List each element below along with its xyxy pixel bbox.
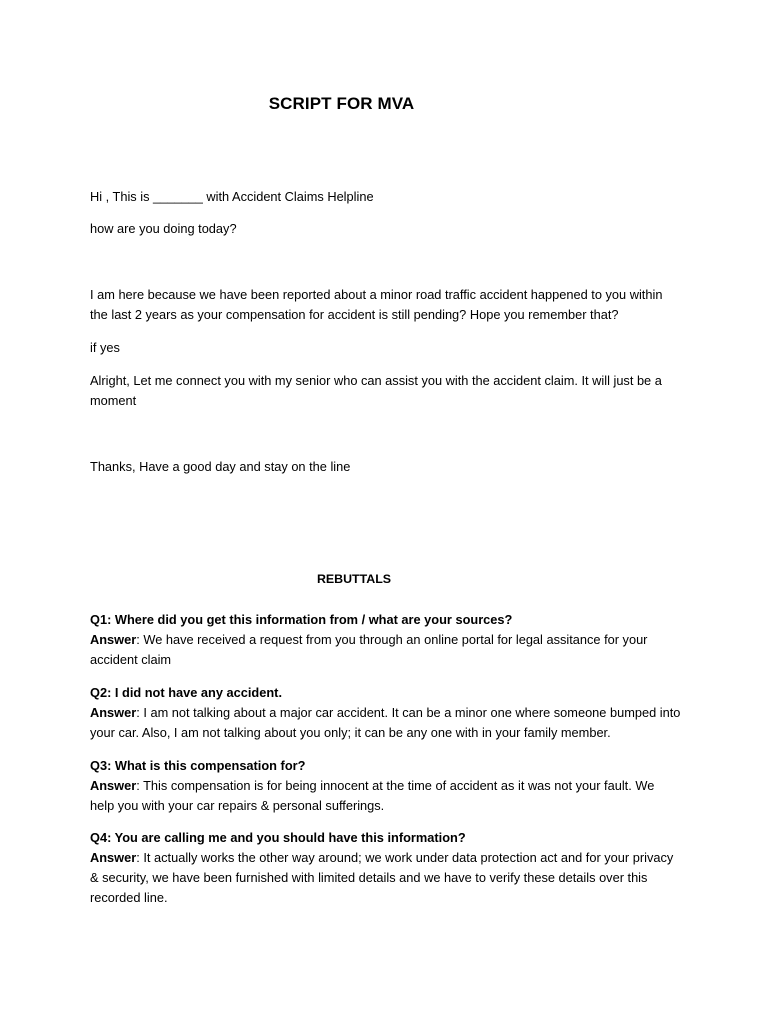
rebuttal-item — [90, 828, 685, 908]
answer-label: Answer — [90, 632, 137, 647]
rebuttal-answer — [90, 776, 675, 816]
greeting-line: Hi , This is _______ with Accident Claims Helpline — [90, 189, 374, 204]
rebuttals-heading: REBUTTALS — [316, 572, 392, 586]
how-are-you-line: how are you doing today? — [90, 221, 237, 236]
rebuttal-item — [90, 610, 675, 670]
rebuttal-question: Q2: I did not have any accident. — [90, 685, 282, 700]
document-title: SCRIPT FOR MVA — [268, 94, 415, 113]
intro-paragraph: I am here because we have been reported about a minor road traffic accident happened to you within the last 2 years as your compensation for accident is still pending? Hope you remember that? — [90, 287, 663, 322]
answer-text: : We have received a request from you through an online portal for legal assitance for your accident claim — [90, 632, 648, 667]
answer-text: : I am not talking about a major car accident. It can be a minor one where someone bumped into your car. Also, I am not talking about you only; it can be any one with in your family member. — [90, 705, 681, 740]
answer-label: Answer — [90, 850, 137, 865]
rebuttal-question: Q1: Where did you get this information from / what are your sources? — [90, 612, 513, 627]
connect-paragraph: Alright, Let me connect you with my senior who can assist you with the accident claim. It will just be a moment — [90, 373, 662, 408]
answer-text: : It actually works the other way around; we work under data protection act and for your privacy & security, we have been furnished with limited details and we have to verify these details over this recorded line. — [90, 850, 674, 905]
answer-text: : This compensation is for being innocent at the time of accident as it was not your fault. We help you with your car repairs & personal sufferings. — [90, 778, 655, 813]
rebuttal-answer — [90, 848, 685, 908]
answer-label: Answer — [90, 778, 137, 793]
rebuttal-answer — [90, 703, 685, 743]
rebuttal-item — [90, 756, 675, 816]
answer-label: Answer — [90, 705, 137, 720]
rebuttal-answer — [90, 630, 675, 670]
rebuttal-question: Q4: You are calling me and you should have this information? — [90, 830, 466, 845]
thanks-line: Thanks, Have a good day and stay on the line — [90, 459, 351, 474]
if-yes-line: if yes — [90, 340, 120, 355]
rebuttal-item — [90, 683, 685, 743]
rebuttal-question: Q3: What is this compensation for? — [90, 758, 306, 773]
